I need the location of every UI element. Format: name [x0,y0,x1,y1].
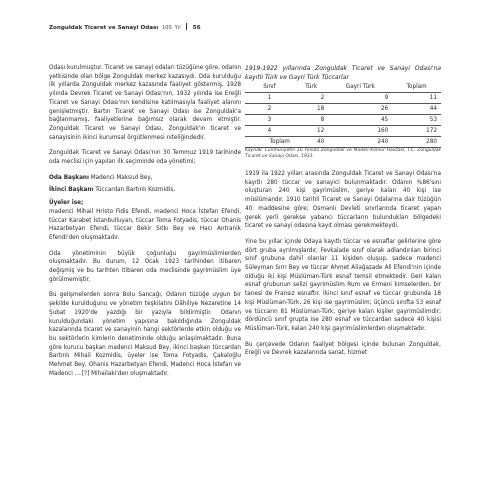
members-label: Üyeler ise; [49,200,84,207]
running-header [49,23,201,32]
table-cell: 45 [328,115,392,126]
header-title: Zonguldak Ticaret ve Sanayi Odası [49,25,159,31]
right-paragraph-2: Yine bu yıllar içinde Odaya kayıtlı tüccar ve esnaflar gelirlerine göre dört gruba ayrılmışlardır. Fevkalade sınıf olarak adlandırılan birinci sınıf grubuna dahil olanlar 11 kişiden oluşup, sadece madenci Süleyman Sırrı Bey ve tüccar Ahmet Aliağazade Ali Efendi'nin içinde olduğu iki kişi Müslüman-Türk esnaf temsil etmektedir. Geri kalan esnaf grubunun selizi gayrimüslim Rum ve Ermeni kimselerden, bir tanesi de Fransız esnaftır. İkinci sınıf esnaf ve tüccar grubunda 18 kişi Müslüman-Türk, 26 kişi ise gayrimüslim; üçüncü sınıfta 53 esnaf ve tüccarın 81 Müslüman-Türk, geriye kalan kişiler gayrimüslimdir; dördüncü sınıf grupta ise 280 esnaf ve tüccardan sadece 40 kişisi Müslüman-Türk, kalan 240 kişi gayrimüslimlerden oluşmaktadır. [245,238,441,332]
president-line [49,174,241,183]
table-row [245,126,441,137]
table-cell: 4 [245,126,294,137]
vice-label: İkinci Başkanı [49,187,94,194]
header-divider [186,23,187,30]
vice-line [49,186,241,195]
table-cell: 12 [294,126,329,137]
table-cell: 44 [392,104,441,115]
left-paragraph-1: Odası kurulmuştur. Ticaret ve sanayi odaları tüzüğüne göre, odanın yetkisinde olan bölge Zonguldak merkez kazasıydı. Oda kurulduğu ilk yıllarda Zonguldak merkez kazasında faaliyet göstermiş, 1928 yılında Devrek Ticaret ve Sanayi Odası'nın, 1932 yılında ise Ereğli Ticaret ve Sanayi Odası'nın kendisine katılmasıyla faaliyet alanını genişletmiştir. Bartın Ticaret ve Sanayi Odası ise Zonguldak'a bağlanmamış, faaliyetlerine bağımsız olarak devam etmiştir. Zonguldak Ticaret ve Sanayi Odası, Zonguldak'ın ticaret ve sanayisinin ikinci kurumsal örgütlenmesi niteliğindedir. [49,65,241,141]
table-cell: 2 [294,93,329,104]
president-name: Madenci Maksud Bey, [90,174,153,181]
table-source: Kaynak: Cumhuriyetin 10 Yılında Zonguldak ve Maden Kömür Havzası, T.C. Zonguldak Ticaret ve Sanayi Odası, 1933. [245,148,441,159]
table-cell: 26 [328,104,392,115]
page-number: 56 [192,25,201,31]
table-cell: 53 [392,115,441,126]
table-cell: 1 [245,93,294,104]
table-total-row [245,137,441,148]
total-non-turk: 240 [328,137,392,148]
right-paragraph-3: Bu çerçevede Odanın faaliyet bölgesi içinde bulunan Zonguldak, Ereğli ve Devrek kazalarında sanat, hizmet [245,341,441,357]
table-cell: 11 [392,93,441,104]
left-paragraph-2: Zonguldak Ticaret ve Sanayi Odası'nın 30 Temmuz 1919 tarihinde oda meclisi için yapılan ilk seçiminde oda yönetimi; [49,150,241,166]
table-cell: 172 [392,126,441,137]
left-paragraph-3: Oda yönetiminin büyük çoğunluğu gayrimüslimlerden oluşmaktadır. Bu durum, 12 Ocak 1923 tarihinden itibaren değişmiş ve bu tarihten itibaren oda meclisinde gayrimüslim üye görülmemiştir. [49,250,241,283]
members-text: madenci Mihail Hristo Fidis Efendi, madenci Hoca İstefan Efendi, tüccar Karabet İstanbulluyan, tüccar Toma Fotyadis, tüccar Ohanis Hazarbetyan Efendi, tüccar Bekir Sıtkı Bey ve Hacı Antranik Efendi'den oluşmaktadır. [49,208,241,241]
table-caption: 1919-1922 yıllarında Zonguldak Ticaret ve Sanayi Odası'na kayıtlı Türk ve Gayri Türk Tüccarlar [245,65,441,81]
table-cell: 3 [245,115,294,126]
vice-name: Tüccardan Bartınlı Kozmidis, [95,187,176,194]
header-class: Sınıf [245,82,294,93]
total-all: 280 [392,137,441,148]
table-row [245,93,441,104]
merchant-table [245,82,441,148]
total-label: Toplam [245,137,294,148]
table-row [245,104,441,115]
total-turk: 40 [294,137,329,148]
left-column [49,64,241,379]
table-cell: 18 [294,104,329,115]
table-cell: 2 [245,104,294,115]
right-column [245,64,441,358]
header-total: Toplam [392,82,441,93]
table-cell: 8 [294,115,329,126]
header-year: 100. Yıl [162,25,181,31]
table-cell: 160 [328,126,392,137]
header-turk: Türk [294,82,329,93]
header-non-turk: Gayri Türk [328,82,392,93]
president-label: Oda Başkanı [49,174,89,181]
table-header-row [245,82,441,93]
left-paragraph-4: Bu gelişmelerden sonra Bolu Sancağı, Odanın tüzüğe uygun bir şekilde kurulduğunu ve yönetim teşkilatını Dâhiliye Nezaretine 14 Şubat 1920'de yazdığı bir yazıyla bildirmiştir. Odanın kurulduğundaki yönetim yapısına bakıldığında Zonguldak kazalarında ticaret ve sanayinin hangi sektörlerde etkin olduğu ve bu sektörlerin kimlerin denetiminde olduğu anlaşılmaktadır. Buna göre kurucu başkan madenci Maksud Bey, ikinci başkan tüccardan Bartınlı Mihail Kozmidis, üyeler ise Toma Fotyadis, Çakaloğlu Mehmet Bey, Ohanis Hazarbetyan Efendi, Madenci Hoca İstefan ve Madenci ....[?] Mihailaki'den oluşmaktadır. [49,292,241,377]
table-row [245,115,441,126]
right-paragraph-1: 1919 ila 1922 yılları arasında Zonguldak Ticaret ve Sanayi Odası'na kayıtlı 280 tüccar ve sanayici bulunmaktadır. Odanın %86'sını oluşturan 240 kişi gayrimüslim, geriye kalan 40 kişi ise müslümandır. 1910 tarihli Ticaret ve Sanayi Odalarına dair tüzüğün 40. maddesine göre; Osmanlı Devleti sınırlarında ticaret yapan gerek yerli gerekse yabancı tüccarların bulundukları bölgedeki ticaret ve sanayi odasına kayıt olması gerekmekteydi. [245,171,441,230]
table-cell: 9 [328,93,392,104]
